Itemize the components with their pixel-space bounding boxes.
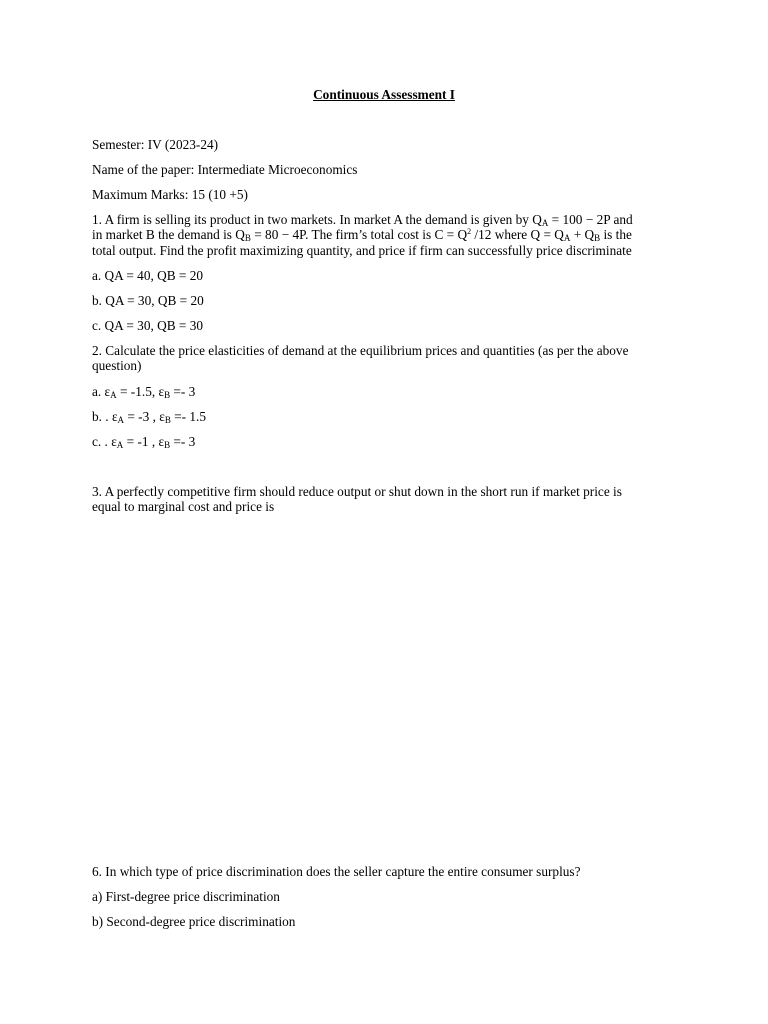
question-1-line-2: in market B the demand is $Q_B = 80 - 4P$. The firm’s total cost is $C = Q^2$ /12 where $Q = Q_A + Q_B$ is the [92,227,632,243]
question-2-line-2: question) [92,358,142,373]
question-6: 6. In which type of price discrimination does the seller capture the entire consumer surplus? [92,864,581,879]
q2-option-b: b. . $\varepsilon_A = -3$ , $\varepsilon_B =- 1.5$ [92,409,207,425]
q1-option-b: b. QA = 30, QB = 20 [92,293,204,308]
question-3-line-2: equal to marginal cost and price is [92,499,275,514]
q2-option-a: a. $\varepsilon_A = -1.5$, $\varepsilon_B =- 3$ [92,384,196,400]
q1-option-a: a. QA = 40, QB = 20 [92,268,204,283]
q2-option-c: c. . $\varepsilon_A = -1$ , $\varepsilon_B =- 3$ [92,434,196,450]
max-marks-line: Maximum Marks: 15 (10 +5) [92,187,248,202]
document-title: Continuous Assessment I [313,87,455,102]
paper-name-line: Name of the paper: Intermediate Microeconomics [92,162,358,177]
question-1-line-3: total output. Find the profit maximizing quantity, and price if firm can successfully price discriminate [92,243,632,258]
question-1-line-1: 1. A firm is selling its product in two markets. In market A the demand is given by $Q_A = 100 - 2P$ and [92,212,633,228]
question-2-line-1: 2. Calculate the price elasticities of demand at the equilibrium prices and quantities (as per the above [92,343,629,358]
semester-line: Semester: IV (2023-24) [92,137,219,152]
question-3-line-1: 3. A perfectly competitive firm should reduce output or shut down in the short run if market price is [92,484,622,499]
q6-option-b: b) Second-degree price discrimination [92,914,296,929]
q1-option-c: c. QA = 30, QB = 30 [92,318,204,333]
q6-option-a: a) First-degree price discrimination [92,889,280,904]
